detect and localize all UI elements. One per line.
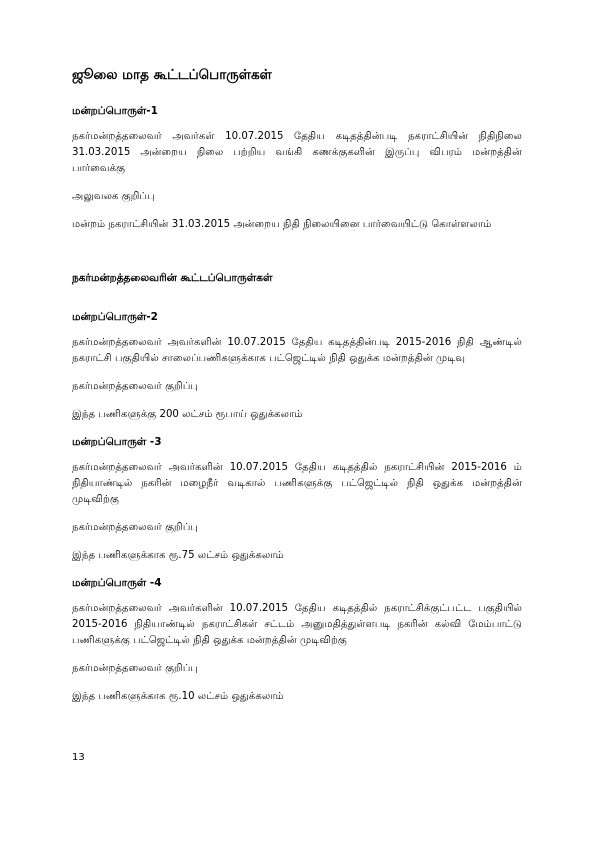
item4-heading: மன்றப்பொருள் -4	[72, 577, 162, 589]
page-title: ஜூலை மாத கூட்டப்பொருள்கள்	[72, 67, 272, 83]
item1-note-label: அலுவலக குறிப்பு	[72, 191, 155, 202]
document-content	[72, 66, 522, 717]
section-heading: நகர்மன்றத்தலைவரின் கூட்டப்பொருள்கள்	[72, 272, 273, 284]
item4-note-label: நகர்மன்றத்தலைவர் குறிப்பு	[72, 663, 198, 674]
item2-note-label: நகர்மன்றத்தலைவர் குறிப்பு	[72, 381, 198, 392]
item2-note-text: இந்த பணிகளுக்கு 200 லட்சம் ரூபாய் ஒதுக்கலாம்	[72, 409, 303, 420]
page-number: 13	[72, 752, 85, 763]
item3-body: நகர்மன்றத்தலைவர் அவர்களின் 10.07.2015 தேதிய கடிதத்தில் நகராட்சியின் 2015-2016 ம் நிதியாண்டில் நகரின் மழைநீர் வடிகால் பணிகளுக்கு பட்ஜெட்டில் நிதி ஒதுக்க மன்றத்தின் முடிவிற்கு	[72, 462, 522, 505]
item1-heading: மன்றப்பொருள்-1	[72, 105, 158, 117]
item2-body: நகர்மன்றத்தலைவர் அவர்களின் 10.07.2015 தேதிய கடிதத்தின்படி 2015-2016 நிதி ஆண்டில் நகராட்சி பகுதியில் சாலைப்பணிகளுக்காக பட்ஜெட்டில் நிதி ஒதுக்க மன்றத்தின் முடிவு	[72, 337, 522, 364]
item4-body: நகர்மன்றத்தலைவர் அவர்களின் 10.07.2015 தேதிய கடிதத்தில் நகராட்சிக்குட்பட்ட பகுதியில் 2015-2016 நிதியாண்டில் நகராட்சிகள் சட்டம் அனுமதித்துள்ளபடி நகரின் கல்வி மேம்பாட்டு பணிகளுக்கு பட்ஜெட்டில் நிதி ஒதுக்க மன்றத்தின் முடிவிற்கு	[72, 603, 522, 646]
item1-note-text: மன்றம் நகராட்சியின் 31.03.2015 அன்றைய நிதி நிலையினை பார்வையிட்டு கொள்ளலாம்	[72, 219, 492, 230]
item1-body: நகர்மன்றத்தலைவர் அவர்கள் 10.07.2015 தேதிய கடிதத்தின்படி நகராட்சியின் நிதிநிலை 31.03.2015 அன்றைய நிலை பற்றிய வங்கி கணக்குகளின் இருப்பு விபரம் மன்றத்தின் பார்வைக்கு	[72, 131, 522, 174]
item4-note-text: இந்த பணிகளுக்காக ரூ.10 லட்சம் ஒதுக்கலாம்	[72, 691, 284, 702]
item3-heading: மன்றப்பொருள் -3	[72, 436, 162, 448]
item3-note-label: நகர்மன்றத்தலைவர் குறிப்பு	[72, 522, 198, 533]
item2-heading: மன்றப்பொருள்-2	[72, 311, 158, 323]
item3-note-text: இந்த பணிகளுக்காக ரூ.75 லட்சம் ஒதுக்கலாம்	[72, 550, 284, 561]
